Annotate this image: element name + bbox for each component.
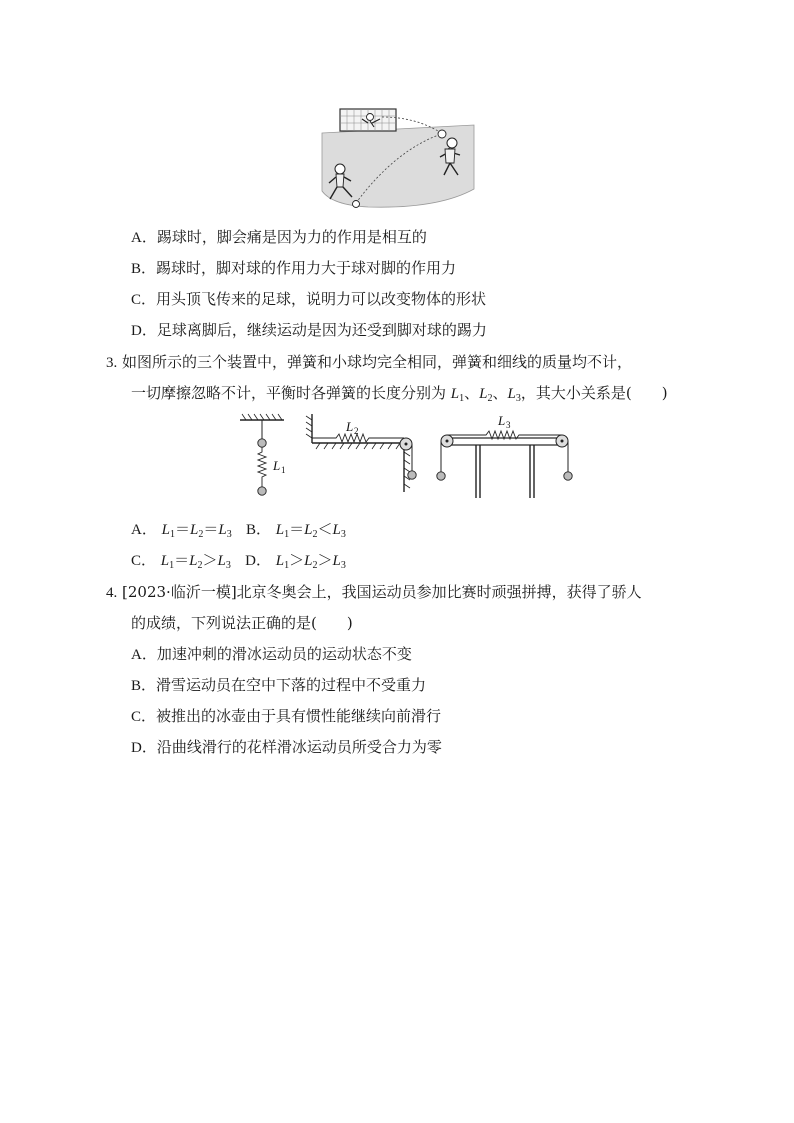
subscript: 3 [225,560,231,571]
label-l3-sub: 3 [506,420,511,430]
subscript: 2 [312,529,318,540]
q4-option-d [131,737,442,758]
separator: 、 [492,384,508,402]
option-text: 沿曲线滑行的花样滑冰运动员所受合力为零 [156,738,442,756]
option-text: 被推出的冰壶由于具有惯性能继续向前滑行 [156,707,442,725]
spring-devices-figure [236,412,580,502]
relation: ＞ [289,551,305,569]
stem-text: 如图所示的三个装置中，弹簧和小球均完全相同，弹簧和细线的质量均不计， [122,353,633,371]
option-letter: C． [131,292,157,308]
question-number: 3. [106,355,118,371]
q2-option-c [131,289,486,310]
q3-stem-line2 [131,383,668,409]
subscript: 3 [515,393,521,404]
option-text: 用头顶飞传来的足球，说明力可以改变物体的形状 [156,290,487,308]
subscript: 2 [312,560,318,571]
stem-text: 一切摩擦忽略不计，平衡时各弹簧的长度分别为 [131,384,447,402]
variable-l: L [218,522,227,538]
question-number: 4. [106,585,118,601]
option-letter: A． [131,230,157,246]
relation: ＞ [202,551,218,569]
variable-l: L [450,386,460,402]
option-d-letter: D． [245,553,272,569]
device-1-hanging-spring [240,414,286,495]
option-text: 加速冲刺的滑冰运动员的运动状态不变 [156,645,412,663]
option-letter: C． [131,709,157,725]
separator: 、 [464,384,480,402]
soccer-scene-icon [318,105,478,211]
option-text: 踢球时，脚对球的作用力大于球对脚的作用力 [156,259,457,277]
relation: ＜ [317,520,333,538]
variable-l: L [275,553,285,569]
option-b-letter: B． [246,522,272,538]
relation: ＝ [289,520,305,538]
q4-option-a [131,644,412,665]
soccer-scene-figure [318,105,478,211]
q2-option-b [131,258,456,279]
subscript: 3 [340,529,346,540]
q3-options-line1 [131,519,346,545]
label-l1: L [273,458,281,473]
option-c-letter: C． [131,553,157,569]
option-letter: B． [131,678,157,694]
subscript: 1 [169,529,175,540]
variable-l: L [304,553,313,569]
q3-stem-line1 [106,352,632,373]
subscript: 2 [487,393,493,404]
subscript: 1 [459,393,465,404]
variable-l: L [507,386,516,402]
variable-l: L [275,522,285,538]
relation: ＞ [317,551,333,569]
variable-l: L [189,522,199,538]
variable-l: L [332,522,341,538]
q2-option-d [131,320,487,341]
variable-l: L [161,522,170,538]
q4-option-b [131,675,426,696]
stem-text: ，其大小关系是( ) [520,384,668,402]
stem-text: 的成绩，下列说法正确的是( ) [131,614,353,632]
option-text: 踢球时，脚会痛是因为力的作用是相互的 [156,228,427,246]
option-a-letter: A． [131,522,157,538]
subscript: 3 [226,529,232,540]
device-3-table-pulleys [437,413,572,498]
subscript: 3 [340,560,346,571]
relation: ＝ [174,551,190,569]
label-l2-sub: 2 [354,426,359,436]
variable-l: L [189,553,198,569]
device-2-pulley-spring [306,414,416,492]
subscript: 1 [169,560,175,571]
subscript: 2 [197,560,203,571]
q3-options-line2 [131,550,346,576]
q4-stem-line2 [131,613,353,633]
subscript: 1 [284,560,290,571]
subscript: 1 [284,529,290,540]
option-letter: A． [131,647,157,663]
stem-text: [2023·临沂一模]北京冬奥会上，我国运动员参加比赛时顽强拼搏，获得了骄人 [122,583,642,601]
variable-l: L [304,522,313,538]
spring-devices-diagram [236,412,580,502]
label-l3: L [498,413,506,428]
label-l1-sub: 1 [281,465,286,475]
q4-option-c [131,706,441,727]
relation: ＝ [174,520,190,538]
q2-option-a [131,227,427,248]
variable-l: L [160,553,170,569]
variable-l: L [479,386,488,402]
option-letter: B． [131,261,157,277]
option-text: 足球离脚后，继续运动是因为还受到脚对球的踢力 [156,321,487,339]
q4-stem-line1 [106,582,642,603]
option-letter: D． [131,323,157,339]
subscript: 2 [198,529,204,540]
variable-l: L [332,553,341,569]
option-text: 滑雪运动员在空中下落的过程中不受重力 [156,676,427,694]
option-letter: D． [131,740,157,756]
relation: ＝ [203,520,219,538]
variable-l: L [217,553,226,569]
label-l2: L [346,419,354,434]
